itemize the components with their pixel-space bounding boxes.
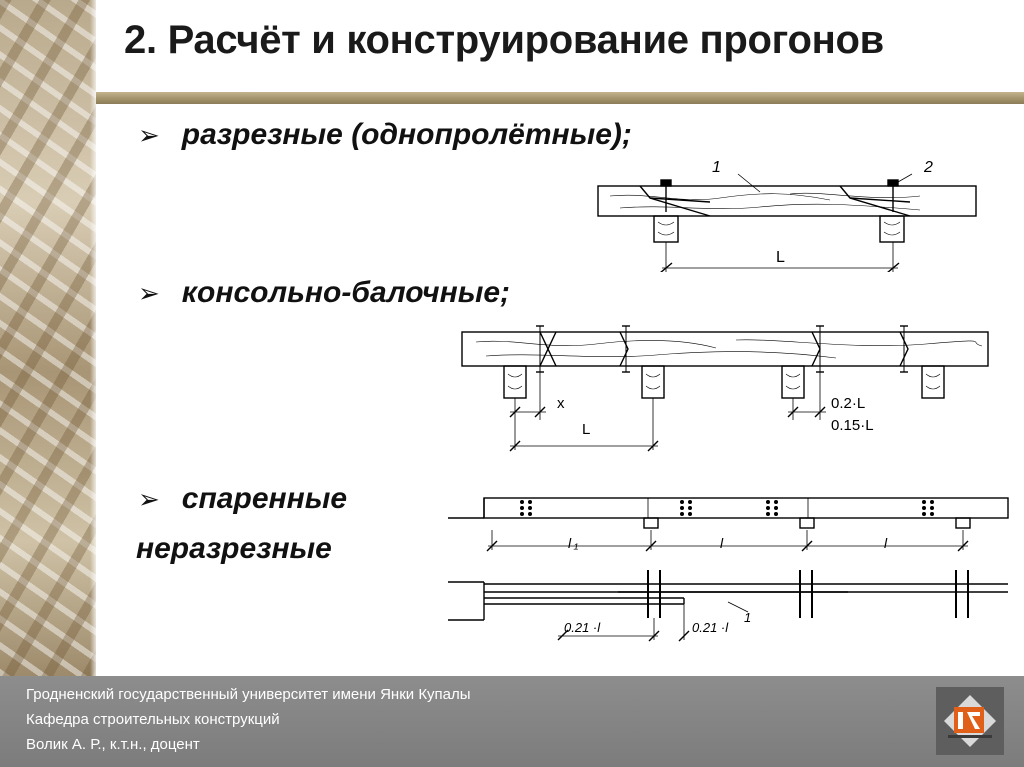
diagram-cantilever-purlins [456,320,996,455]
dimension-label-1: 0.21 ·l [564,620,601,635]
hinge-joint [540,332,548,366]
label-2: 2 [924,159,933,176]
cantilever-length-1: 0.2·L [831,395,866,412]
purlin-pair-side-view [484,498,1008,518]
wood-grain [476,340,982,358]
support-rafter [644,518,658,528]
arrow-bullet-icon: ➢ [138,120,160,150]
arrow-bullet-icon: ➢ [138,484,160,514]
purlin-beam [598,186,976,216]
support-rafter [504,366,526,398]
diagram-cut-purlins [590,152,980,272]
bullet-cut-purlins [138,118,632,152]
bullet-text: спаренные [181,482,348,515]
dimension-label-2: 0.21 ·l [692,620,729,635]
label-1: 1 [712,159,721,176]
span-label-l1: l ₁ [568,535,579,551]
bullet-text: консольно-балочные; [181,276,510,309]
support-rafter [642,366,664,398]
decorative-wood-strip [0,0,96,676]
bullet-paired-purlins-line2: неразрезные [136,532,332,565]
support-rafter-left [654,216,678,242]
footer-university: Гродненский государственный университет имени Янки Купалы [26,686,471,703]
wood-grain [610,193,920,210]
footer-author: Волик А. Р., к.т.н., доцент [26,736,200,753]
support-rafter [800,518,814,528]
label-1: 1 [744,610,752,625]
leader-line-2 [898,174,912,182]
label-x: x [557,395,565,412]
footer-bar [0,676,1024,767]
span-label-l3: l [884,535,888,551]
span-label: L [582,421,591,438]
bullet-paired-purlins [138,482,347,516]
bullet-cantilever-purlins [138,276,510,310]
bolt-group-icons [520,500,934,516]
support-rafter-right [880,216,904,242]
footer-department: Кафедра строительных конструкций [26,711,280,728]
cantilever-length-2: 0.15·L [831,417,874,434]
arrow-bullet-icon: ➢ [138,278,160,308]
support-rafter [956,518,970,528]
bullet-text: разрезные (однопролётные); [181,118,632,151]
support-rafter [782,366,804,398]
support-rafter [922,366,944,398]
department-logo-icon [936,687,1004,755]
span-label-l2: l [720,535,724,551]
span-label: L [776,249,785,266]
purlin-beam [462,332,988,366]
title-underline-bar [96,92,1024,104]
slide-title: 2. Расчёт и конструирование прогонов [124,18,884,62]
diagram-paired-purlins [448,490,1016,660]
leader-line-1 [738,174,760,192]
